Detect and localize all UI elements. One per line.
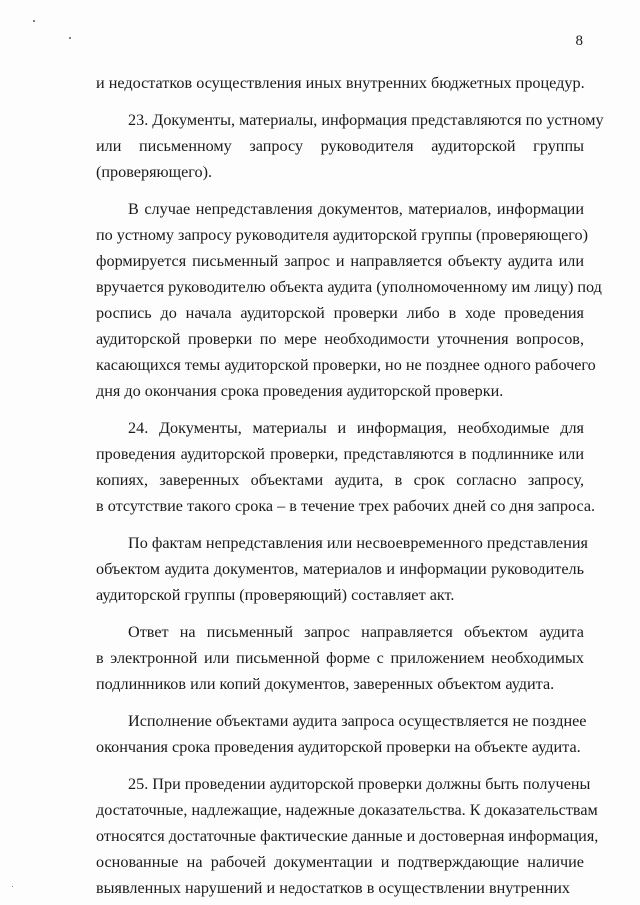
scan-speck [69, 37, 71, 39]
text-line: касающихся темы аудиторской проверки, но не позднее одного рабочего [96, 356, 596, 374]
text-line: относятся достаточные фактические данные и достоверная информация, [96, 827, 599, 845]
paragraph [96, 196, 602, 404]
scan-speck [12, 886, 13, 887]
paragraph [96, 530, 588, 608]
text-line: (проверяющего). [96, 163, 213, 181]
text-line: проведения аудиторской проверки, представляются в подлиннике или [96, 445, 584, 463]
page-number: 8 [575, 33, 583, 49]
text-line: роспись до начала аудиторской проверки либо в ходе проведения [96, 304, 584, 322]
text-line: аудиторской группы (проверяющий) составляет акт. [96, 586, 455, 604]
text-line: подлинников или копий документов, заверенных объектом аудита. [96, 675, 555, 693]
text-line: в электронной или письменной форме с приложением необходимых [96, 649, 584, 667]
scan-speck [33, 20, 35, 22]
text-line: аудиторской проверки по мере необходимости уточнения вопросов, [96, 330, 584, 348]
text-line: вручается руководителю объекта аудита (уполномоченному им лицу) под [96, 278, 602, 296]
paragraph [96, 708, 587, 760]
paragraph [96, 415, 596, 519]
text-line: окончания срока проведения аудиторской проверки на объекте аудита. [96, 738, 581, 756]
paragraph [96, 771, 599, 901]
text-line: дня до окончания срока проведения аудиторской проверки. [96, 382, 504, 400]
text-line: выявленных нарушений и недостатков в осуществлении внутренних [96, 879, 571, 897]
paragraph [96, 70, 584, 96]
text-line: Исполнение объектами аудита запроса осуществляется не позднее [128, 712, 587, 730]
text-line: или письменному запросу руководителя аудиторской группы [96, 137, 584, 155]
text-line: основанные на рабочей документации и подтверждающие наличие [96, 853, 584, 871]
paragraph [96, 107, 604, 185]
text-line: копиях, заверенных объектами аудита, в срок согласно запросу, [96, 471, 584, 489]
document-body [96, 70, 604, 905]
text-line: В случае непредставления документов, материалов, информации [128, 200, 584, 218]
text-line: 24. Документы, материалы и информация, необходимые для [128, 419, 584, 437]
text-line: достаточные, надлежащие, надежные доказательства. К доказательствам [96, 801, 598, 819]
paragraph [96, 619, 584, 697]
text-line: в отсутствие такого срока – в течение трех рабочих дней со дня запроса. [96, 497, 596, 515]
text-line: формируется письменный запрос и направляется объекту аудита или [96, 252, 584, 270]
text-line: 25. При проведении аудиторской проверки должны быть получены [128, 775, 591, 793]
text-line: по устному запросу руководителя аудиторской группы (проверяющего) [96, 226, 588, 244]
text-line: и недостатков осуществления иных внутренних бюджетных процедур. [96, 74, 585, 92]
text-line: Ответ на письменный запрос направляется объектом аудита [128, 623, 584, 641]
text-line: 23. Документы, материалы, информация представляются по устному [128, 111, 604, 129]
text-line: объектом аудита документов, материалов и информации руководитель [96, 560, 584, 578]
text-line: По фактам непредставления или несвоевременного представления [128, 534, 588, 552]
